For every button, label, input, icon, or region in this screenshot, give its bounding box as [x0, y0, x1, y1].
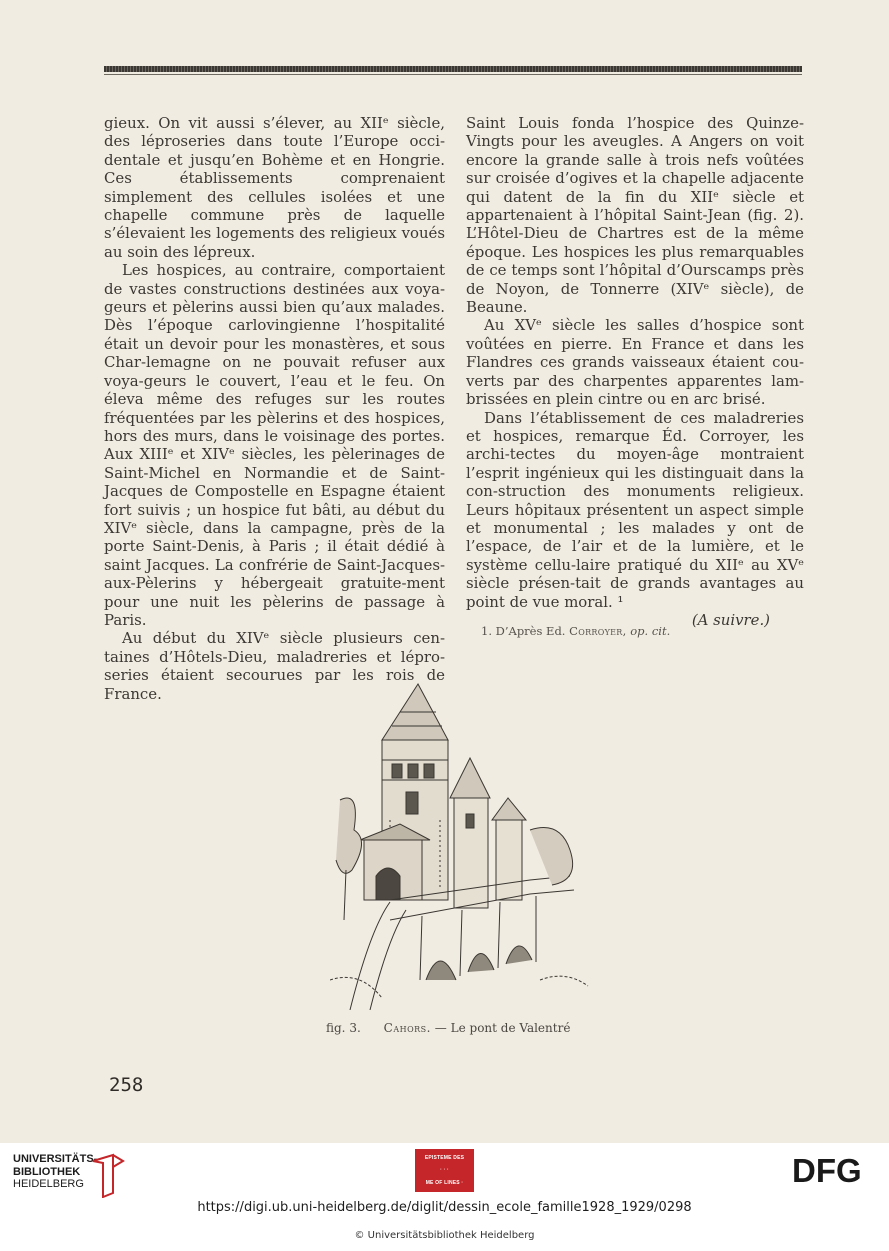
header-rule — [104, 66, 802, 72]
paragraph: Saint Louis fonda l’hospice des Quinze-Vingts pour les aveugles. A Angers on voit encore la grande salle à trois nefs voûtées sur croisée d’ogives et la chapelle adjacente qui datent de la fin du XIIᵉ siècle et appartenaient à l’hôpital Saint-Jean (fig. 2). L’Hôtel-Dieu de Chartres est de la même époque. Les hospices les plus remarquables de ce temps sont l’hôpital d’Ourscamps près de Noyon, de Tonnerre (XIVᵉ siècle), de Beaune. — [466, 114, 804, 317]
episteme-line3: ME OF LINES · — [425, 1180, 464, 1186]
right-column — [466, 114, 804, 629]
permalink-url[interactable]: https://digi.ub.uni-heidelberg.de/diglit/dessin_ecole_famille1928_1929/0298 — [197, 1200, 692, 1215]
paragraph: gieux. On vit aussi s’élever, au XIIᵉ siècle, des léproseries dans toute l’Europe occi-dentale et jusqu’en Bohème et en Hongrie. Ces établissements comprenaient simplement des cellules isolées et une chapelle commune près de laquelle s’élevaient les logements des religieux voués au soin des lépreux. — [104, 114, 445, 261]
library-name-line3: HEIDELBERG — [13, 1178, 84, 1190]
dfg-logo[interactable] — [792, 1153, 876, 1187]
copyright-notice: © Universitätsbibliothek Heidelberg — [354, 1230, 535, 1241]
footnote-number: 1. — [481, 624, 492, 638]
figure-place: Cahors. — [383, 1021, 431, 1035]
dfg-text: DFG — [792, 1153, 862, 1187]
illustration-tower-bridge — [330, 680, 590, 1010]
figure-title: Le pont de Valentré — [450, 1021, 571, 1035]
page-number: 258 — [109, 1074, 144, 1096]
footnote — [481, 624, 670, 638]
figure-number: fig. 3. — [326, 1021, 361, 1035]
footnote-ref: op. cit. — [630, 624, 671, 638]
library-name-line1: UNIVERSITÄTS- — [13, 1153, 98, 1165]
episteme-logo[interactable] — [415, 1149, 474, 1192]
paragraph: Au début du XIVᵉ siècle plusieurs cen-taines d’Hôtels-Dieu, maladreries et lépro-series étaient secourues par les rois de France. — [104, 629, 445, 703]
figure-caption — [326, 1021, 570, 1035]
episteme-line1: EPISTEME DES — [424, 1155, 465, 1161]
episteme-line2: · · · — [440, 1167, 449, 1173]
figure-dash: — — [434, 1021, 447, 1035]
paragraph: Les hospices, au contraire, comportaient de vastes constructions destinées aux voya-geurs et pèlerins aussi bien qu’aux malades. Dès l’époque carlovingienne l’hospitalité était un devoir pour les monastères, et sous Char-lemagne on ne pouvait refuser aux voya-geurs le couvert, l’eau et le feu. On éleva même des refuges sur les routes fréquentées par les pèlerins et des hospices, hors des murs, dans le voisinage des portes. Aux XIIIᵉ et XIVᵉ siècles, les pèlerinages de Saint-Michel en Normandie et de Saint-Jacques de Compostelle en Espagne étaient fort suivis ; un hospice fut bâti, au début du XIVᵉ siècle, dans la campagne, près de la porte Saint-Denis, à Paris ; il était dédié à saint Jacques. La confrérie de Saint-Jacques-aux-Pèlerins y hébergeait gratuite-ment pour une nuit les pèlerins de passage à Paris. — [104, 261, 445, 629]
left-column — [104, 114, 445, 703]
library-name-line2: BIBLIOTHEK — [13, 1165, 81, 1178]
header-rule-thin — [104, 74, 802, 75]
footnote-prefix: D’Après Ed. — [495, 624, 566, 638]
university-library-logo[interactable] — [13, 1153, 133, 1198]
library-mark-icon — [89, 1153, 129, 1198]
paragraph: Au XVᵉ siècle les salles d’hospice sont voûtées en pierre. En France et dans les Flandres ces grands vaisseaux étaient cou-verts par des charpentes apparentes lam-brissées en plein cintre ou en arc brisé. — [466, 316, 804, 409]
paragraph: Dans l’établissement de ces maladreries et hospices, remarque Éd. Corroyer, les archi-tectes du moyen-âge montraient l’esprit ingénieux qui les distinguait dans la con-struction des monuments religieux. Leurs hôpitaux présentent un aspect simple et monumental ; les malades y ont de l’espace, de l’air et de la lumière, et le système cellu-laire pratiqué du XIIᵉ au XVᵉ siècle présen-tait de grands avantages au point de vue moral. ¹ — [466, 408, 804, 611]
to-be-continued: (A suivre.) — [691, 610, 770, 629]
footnote-author: Corroyer, — [569, 624, 627, 638]
